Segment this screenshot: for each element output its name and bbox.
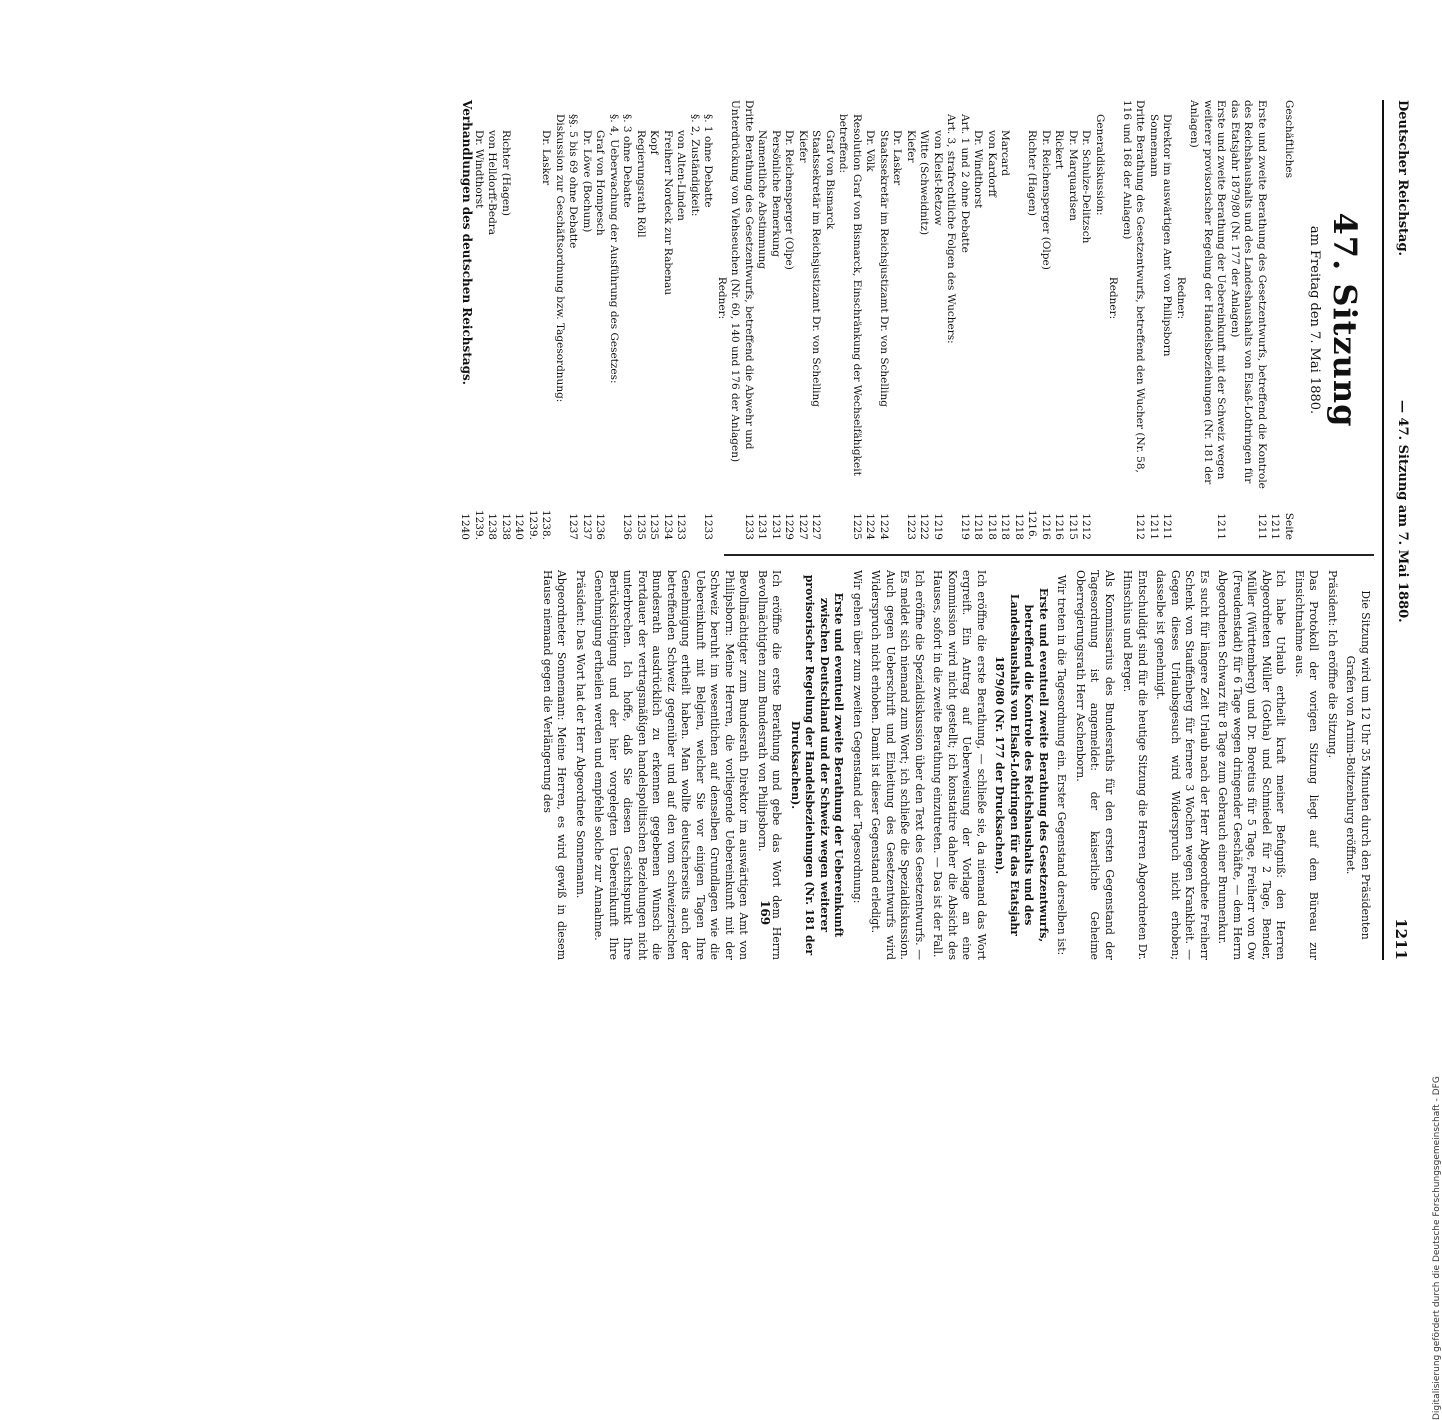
toc-entry-text: Witte (Schweidnitz) xyxy=(918,130,931,236)
proceedings-paragraph: Ich eröffne die erste Berathung und gebe das Wort dem Herrn Bevollmächtigten zum Bundesrath von Philipsborn. xyxy=(756,570,784,960)
toc-entry-page: 1231 xyxy=(770,513,782,540)
header-rule xyxy=(1382,100,1384,960)
toc-entry-text: §§. 5 bis 69 ohne Debatte xyxy=(567,114,580,249)
toc-entry-text: Dr. Lasker xyxy=(891,130,904,186)
toc-entry xyxy=(796,100,810,540)
toc-entry-page: 1218 xyxy=(999,513,1012,540)
toc-entry-page: 1234 xyxy=(662,513,674,540)
toc-entry-text: §. 2, Zuständigkeit: xyxy=(689,114,701,217)
session-title: 47. Sitzung xyxy=(1326,212,1364,428)
toc-entry xyxy=(580,100,594,540)
toc-entry-page xyxy=(715,504,729,540)
toc-entry-page: 1211 xyxy=(1256,513,1268,540)
toc-entry-page: 1212 xyxy=(1080,513,1093,540)
toc-entry xyxy=(647,100,661,540)
toc-entry xyxy=(728,100,755,540)
dfg-credit: Digitalisierung gefördert durch die Deutsche Forschungsgemeinschaft - DFG xyxy=(1432,1076,1442,1420)
toc-entry-text: Resolution Graf von Bismarck, Einschränkung der Wechselfähigkeit betreffend: xyxy=(837,114,863,476)
toc-entry-page: 1211 xyxy=(1161,513,1174,540)
toc-entry xyxy=(769,100,783,540)
toc-entry-text: Dr. Völk xyxy=(864,130,877,172)
toc-entry-text: Persönliche Bemerkung xyxy=(770,130,782,257)
toc-entry-text: Erste und zweite Berathung des Gesetzentwurfs, betreffend die Kontrole des Reichshaushalts und des Landeshaushalts von Elsaß-Lothringen für das Etatsjahr 1879/80 (Nr. 177 der Anlagen) xyxy=(1229,100,1268,489)
toc-entry-page: 1215 xyxy=(1067,513,1079,540)
toc-entry-page: 1224 xyxy=(864,513,877,540)
toc-entry xyxy=(1228,100,1269,540)
toc-entry xyxy=(499,100,513,540)
toc-entry xyxy=(823,100,837,540)
toc-entry-text: Dritte Berathung des Gesetzentwurfs, betreffend die Abwehr und Unterdrückung von Viehseuchen (Nr. 60, 140 und 176 der Anlagen) xyxy=(729,100,755,463)
toc-entry xyxy=(607,100,621,540)
toc-entry-page: Seite 1211 xyxy=(1269,512,1295,540)
proceedings-paragraph: Bevollmächtigter zum Bundesrath Direktor im auswärtigen Amt von Philipsborn: Meine Herren, die vorliegende Uebereinkunft mit der Schweiz beruht im wesentlichen auf denselben Grundlagen wie die Uebereinkunft mit Belgien, welcher Sie vor einigen Tagen Ihre Genehmigung ertheilt haben. Man wollte deutscherseits auch der betreffenden Schweiz gegenüber und auf den vom schweizerischen Bundesrath ausdrücklich zu erkennen gegebenen Wunsch die Fortdauer der vertragsmäßigen handelspolitischen Beziehungen nicht unterbrechen. Ich hoffe, daß Sie diesen Gesichtspunkt Ihre Berücksichtigung und der hier vorgelegten Uebereinkunft Ihre Genehmigung ertheilen werden und empfehle solche zur Annahme. xyxy=(592,570,751,960)
toc-entry-text: Dr. Windthorst xyxy=(972,130,985,209)
toc-entry-page: 1233 xyxy=(702,513,715,540)
proceedings-text xyxy=(536,570,1373,960)
toc-entry xyxy=(688,100,702,540)
toc-entry xyxy=(701,100,715,540)
toc-entry xyxy=(782,100,796,540)
toc-entry xyxy=(485,100,499,540)
toc-entry-text: Namentliche Abstimmung xyxy=(756,130,769,269)
toc-entry-page xyxy=(1174,504,1188,540)
toc-entry-page: 1237 xyxy=(581,513,593,540)
toc-entry-text: Sonnemann xyxy=(1148,114,1160,177)
toc-entry xyxy=(931,100,945,540)
toc-entry-text: Redner: xyxy=(1175,276,1187,320)
proceedings-paragraph: Entschuldigt sind für die heutige Sitzung die Herren Abgeordneten Dr. Hinschius und Berger. xyxy=(1121,570,1149,960)
toc-entry-text: Graf von Bismarck xyxy=(824,130,836,230)
toc-entry-text: Redner: xyxy=(716,276,728,320)
toc-entry-text: Kiefer xyxy=(797,130,809,163)
toc-entry-page: 1225 xyxy=(851,513,863,540)
toc-entry xyxy=(620,100,634,540)
toc-entry xyxy=(1120,100,1147,540)
toc-entry xyxy=(1106,100,1120,540)
toc-entry-text: von Kardorff xyxy=(986,130,998,197)
toc-entry xyxy=(1174,100,1188,540)
toc-entry-page xyxy=(607,504,621,540)
toc-entry xyxy=(1012,100,1039,540)
toc-entry xyxy=(1066,100,1080,540)
toc-entry-text: von Helldorff-Bedra xyxy=(486,130,499,236)
toc-entry-text: Kiefer xyxy=(905,130,917,163)
toc-entry-page: 1237 xyxy=(567,513,580,540)
toc-entry xyxy=(593,100,607,540)
toc-entry-page: 1211 xyxy=(1215,513,1228,540)
toc-entry xyxy=(1160,100,1174,540)
toc-entry-text: Dr. Löwe (Bochum) xyxy=(581,130,593,233)
proceedings-paragraph: Präsident: Das Wort hat der Herr Abgeordnete Sonnemann. xyxy=(574,570,587,899)
toc-entry xyxy=(553,100,567,540)
toc-entry-text: Dr. Reichensperger (Olpe) xyxy=(1040,130,1052,270)
proceedings-paragraph: Wir treten in die Tagesordnung ein. Erster Gegenstand derselben ist: xyxy=(1055,574,1069,956)
toc-entry-text: Dritte Berathung des Gesetzentwurfs, betreffend den Wucher (Nr. 58, 116 und 168 der Anlagen) xyxy=(1121,100,1147,473)
agenda-item-heading: Erste und eventuell zweite Berathung der Uebereinkunft zwischen Deutschland und der Schweiz wegen weiterer provisorischer Regelung der Handelsbeziehungen (Nr. 181 der Drucksachen). xyxy=(789,574,846,956)
toc-entry xyxy=(715,100,729,540)
toc-entry-text: Art. 1 und 2 ohne Debatte xyxy=(959,114,971,253)
toc-entry-page: 1223 xyxy=(905,513,917,540)
toc-entry xyxy=(863,100,877,540)
toc-entry-text: von Kleist-Retzow xyxy=(932,130,944,226)
toc-entry-text: Erste und zweite Berathung der Uebereinkunft mit der Schweiz wegen weiterer provisorischer Regelung der Handelsbeziehungen (Nr. 181 der Anlagen) xyxy=(1188,100,1228,485)
toc-entry xyxy=(971,100,985,540)
toc-entry-page: 1218 xyxy=(972,513,985,540)
agenda-item-heading: Erste und eventuell zweite Berathung des Gesetzentwurfs, betreffend die Kontrole des Reichshaushalts und des Landeshaushalts von Elsaß-Lothringen für das Etatsjahr 1879/80 (Nr. 177 der Drucksachen). xyxy=(993,587,1050,943)
toc-entry-text: Dr. Lasker xyxy=(540,130,553,186)
toc-entry-page xyxy=(553,504,567,540)
running-header xyxy=(1380,100,1420,960)
toc-entry-text: Regierungsrath Röll xyxy=(635,130,647,238)
proceedings-paragraph: Das Protokoll der vorigen Sitzung liegt auf dem Büreau zur Einsichtnahme aus. xyxy=(1293,570,1321,960)
toc-entry xyxy=(1268,100,1295,540)
toc-entry-page: 1238. 1239. 1240 xyxy=(513,509,553,540)
toc-entry xyxy=(661,100,675,540)
contents-column xyxy=(458,100,1372,540)
toc-entry-text: Richter (Hagen) xyxy=(1026,130,1039,217)
header-publication: Deutscher Reichstag. xyxy=(1395,100,1410,257)
proceedings-paragraph: Wir gehen über zum zweiten Gegenstand der Tagesordnung: xyxy=(851,570,864,904)
toc-entry-text: Direktor im auswärtigen Amt von Philipsborn xyxy=(1161,114,1174,357)
toc-entry-text: Redner: xyxy=(1107,276,1120,320)
toc-entry-page: 1231 xyxy=(756,513,769,540)
proceedings-paragraph: Ich eröffne die Spezialdiskussion über den Text des Gesetzentwurfs. — Es meldet sich niemand zum Wort; ich schließe die Spezialdiskussion. Auch gegen Ueberschrift und Einleitung des Gesetzentwurfs wird Widerspruch nicht erhoben. Damit ist dieser Gegenstand erledigt. xyxy=(869,570,926,960)
toc-entry-text: Diskussion zur Geschäftsordnung bzw. Tagesordnung: xyxy=(554,114,566,403)
toc-entry xyxy=(1093,100,1107,540)
proceedings-paragraph: Die Sitzung wird um 12 Uhr 35 Minuten durch den Präsidenten Grafen von Arnim-Boitzenburg eröffnet. xyxy=(1344,590,1372,940)
toc-entry-page: 1236 xyxy=(621,513,634,540)
toc-entry-page: 1235 xyxy=(648,513,661,540)
toc-entry-page xyxy=(1093,504,1107,540)
toc-entry-page: 1233 xyxy=(675,513,688,540)
toc-entry-page xyxy=(944,504,958,540)
footer-signature: Verhandlungen des deutschen Reichstags. xyxy=(460,100,474,385)
toc-entry xyxy=(674,100,688,540)
toc-entry-page: 1227 xyxy=(797,513,809,540)
toc-entry-page: 1238 xyxy=(486,513,499,540)
toc-entry xyxy=(1147,100,1161,540)
toc-entry-text: Dr. Schulze-Delitzsch xyxy=(1080,130,1093,244)
toc-entry xyxy=(917,100,931,540)
toc-entry-page xyxy=(688,504,702,540)
toc-entry-page: 1212 xyxy=(1134,513,1147,540)
toc-entry-page: 1218 xyxy=(986,513,998,540)
toc-entry xyxy=(1039,100,1053,540)
proceedings-paragraph: Präsident: Ich eröffne die Sitzung. xyxy=(1326,570,1339,759)
header-session: — 47. Sitzung am 7. Mai 1880. xyxy=(1395,400,1410,623)
toc-entry xyxy=(755,100,769,540)
toc-entry-page: 1236 xyxy=(594,513,607,540)
toc-entry-text: Generaldiskussion: xyxy=(1094,114,1106,216)
toc-entry-text: §. 1 ohne Debatte xyxy=(702,114,715,208)
toc-entry xyxy=(809,100,823,540)
toc-entry xyxy=(1079,100,1093,540)
toc-entry-page: 1222 xyxy=(918,513,931,540)
toc-entry-text: §. 3 ohne Debatte xyxy=(621,114,634,208)
toc-entry-text: Graf von Hompesch xyxy=(594,130,607,236)
toc-entry-text: Freiherr Nordeck zur Rabenau xyxy=(662,130,674,296)
toc-entry-text: Geschäftliches xyxy=(1283,100,1295,178)
toc-entry-text: Dr. Marquardsen xyxy=(1067,130,1079,221)
toc-entry xyxy=(998,100,1012,540)
toc-entry xyxy=(1187,100,1228,540)
toc-entry-text: von Alten-Linden xyxy=(675,130,688,221)
toc-entry-page: 1227 xyxy=(810,513,823,540)
toc-entry xyxy=(877,100,891,540)
proceedings-paragraph: Ich habe Urlaub ertheilt kraft meiner Befugniß: den Herren Abgeordneten Müller (Gotha) und Schmiedel für 2 Tage, Bender, Müller (Württemberg) und Dr. Boretius für 5 Tage, Freiherr von Ow (Freudenstadt) für 6 Tage wegen dringender Geschäfte, — dem Herrn Abgeordneten Schwarz für 8 Tage zum Gebrauch einer Brunnenkur. xyxy=(1216,570,1288,960)
proceedings-paragraph: Ich eröffne die erste Berathung, — schließe sie, da niemand das Wort ergreift. Ein Antrag auf Ueberweisung der Vorlage an eine Kommission wird nicht gestellt; ich konstatire daher die Absicht des Hauses, sofort in die zweite Berathung einzutreten. — Das ist der Fall. xyxy=(931,570,988,960)
toc-entry xyxy=(512,100,553,540)
toc-entry xyxy=(904,100,918,540)
toc-entry-page: 1211 xyxy=(1148,513,1160,540)
table-of-contents xyxy=(458,100,1295,540)
toc-entry-page xyxy=(890,504,904,540)
toc-entry xyxy=(890,100,904,540)
toc-entry-page: 1235 xyxy=(635,513,647,540)
toc-entry-page: 1238 xyxy=(500,513,512,540)
toc-entry-page xyxy=(1106,504,1120,540)
toc-entry-text: Dr. Windthorst xyxy=(473,130,485,209)
toc-entry-page: 1216 xyxy=(1040,513,1052,540)
toc-entry-page: 1233 xyxy=(743,513,755,540)
toc-entry-text: Staatssekretär im Reichsjustizamt Dr. von Schelling xyxy=(810,130,823,407)
toc-entry-text: §. 4, Ueberwachung der Ausführung des Gesetzes: xyxy=(608,114,620,384)
toc-entry-text: Dr. Reichensperger (Olpe) xyxy=(783,130,796,270)
toc-entry-text: Rickert xyxy=(1053,130,1066,169)
sheet-number: 169 xyxy=(758,900,772,926)
toc-entry xyxy=(958,100,972,540)
toc-entry-text: Art. 3, strafrechtliche Folgen des Wuchers: xyxy=(945,114,958,344)
proceedings-paragraph: Es sucht für längere Zeit Urlaub nach der Herr Abgeordnete Freiherr Schenk von Stauffenberg für fernere 3 Wochen wegen Krankheit. — Gegen dieses Urlaubsgesuch wird Widerspruch nicht erhoben; dasselbe ist genehmigt. xyxy=(1154,570,1211,960)
proceedings-paragraph: Abgeordneter Sonnemann: Meine Herren, es wird gewiß in diesem Hause niemand gegen die Verlängerung des xyxy=(541,570,569,960)
toc-entry xyxy=(634,100,648,540)
toc-entry-page: 1219 xyxy=(959,513,971,540)
toc-entry-page: 1216. 1218 xyxy=(1013,509,1039,540)
toc-entry xyxy=(566,100,580,540)
toc-entry-text: Kopf xyxy=(648,130,661,155)
toc-entry xyxy=(836,100,863,540)
toc-entry xyxy=(1052,100,1066,540)
session-date: am Freitag den 7. Mai 1880. xyxy=(1307,225,1322,415)
toc-entry-page: 1239. 1240 xyxy=(459,509,485,540)
toc-entry xyxy=(985,100,999,540)
toc-entry-text: Staatssekretär im Reichsjustizamt Dr. von Schelling xyxy=(878,130,890,407)
toc-entry-text: Marcard xyxy=(999,130,1012,176)
page-number: 1211 xyxy=(1392,918,1410,960)
column-divider xyxy=(724,554,1374,556)
toc-entry-text: Richter (Hagen) xyxy=(500,130,512,217)
toc-entry-page: 1224 xyxy=(878,513,890,540)
toc-entry-page: 1229 xyxy=(783,513,796,540)
toc-entry-page: 1219 xyxy=(932,513,944,540)
toc-entry-page xyxy=(823,504,837,540)
proceedings-paragraph: Als Kommissarius des Bundesraths für den ersten Gegenstand der Tagesordnung ist angemeldet: der kaiserliche Geheime Oberregierungsrath Herr Aschenborn. xyxy=(1074,570,1116,960)
toc-entry-page: 1216 xyxy=(1053,513,1066,540)
toc-entry xyxy=(944,100,958,540)
